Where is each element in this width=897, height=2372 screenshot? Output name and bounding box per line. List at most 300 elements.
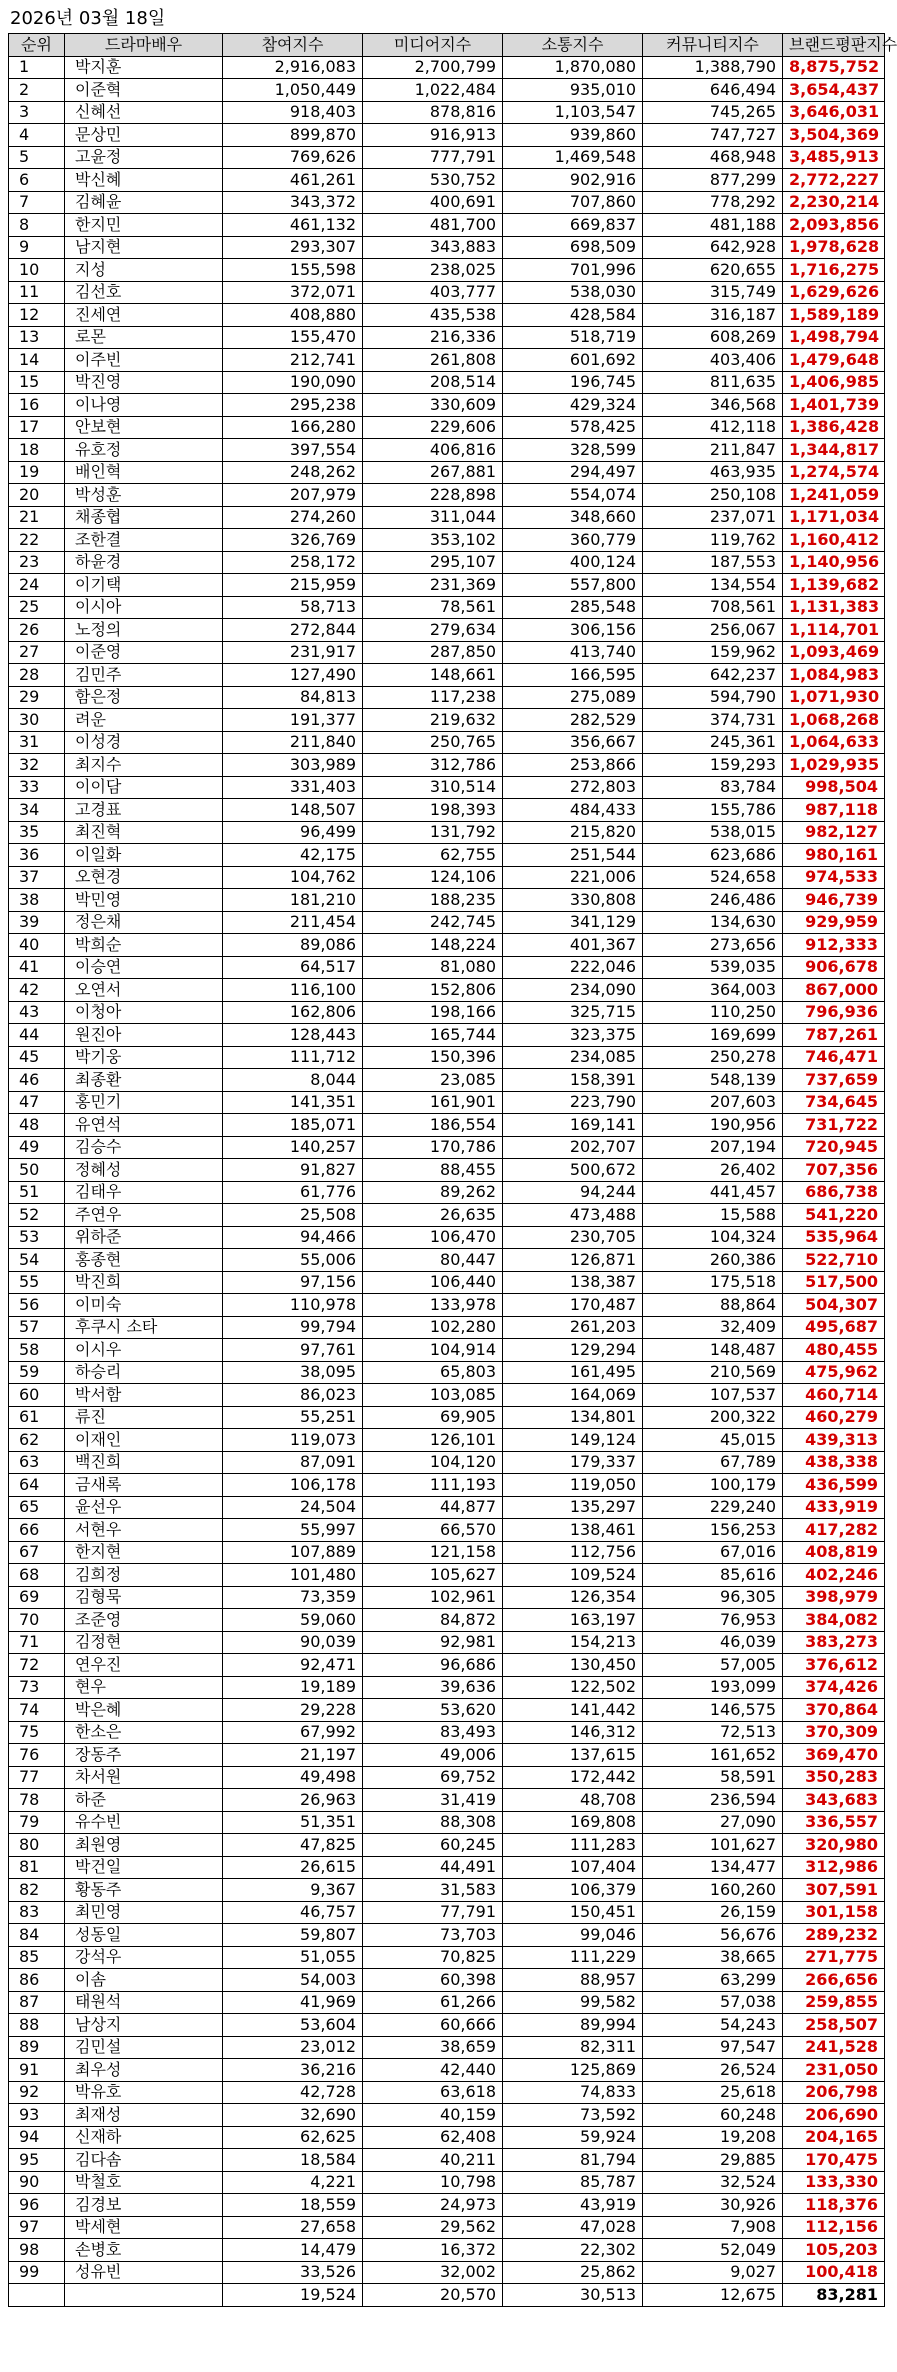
communication-index: 161,495 [503, 1361, 643, 1384]
actor-name: 태원석 [65, 1991, 223, 2014]
communication-index: 325,715 [503, 1001, 643, 1024]
actor-name: 김희정 [65, 1564, 223, 1587]
actor-name: 문상민 [65, 124, 223, 147]
rank-cell: 50 [9, 1159, 65, 1182]
actor-name: 박건일 [65, 1856, 223, 1879]
actor-name: 백진희 [65, 1451, 223, 1474]
media-index: 1,022,484 [363, 79, 503, 102]
actor-name: 위하준 [65, 1226, 223, 1249]
rank-cell: 15 [9, 371, 65, 394]
community-index: 97,547 [643, 2036, 783, 2059]
brand-reputation-index: 1,406,985 [783, 371, 885, 394]
brand-reputation-index: 398,979 [783, 1586, 885, 1609]
rank-cell: 46 [9, 1069, 65, 1092]
community-index: 159,293 [643, 754, 783, 777]
table-header-row [9, 34, 885, 57]
communication-index: 196,745 [503, 371, 643, 394]
table-row [9, 1294, 885, 1317]
community-index: 708,561 [643, 596, 783, 619]
rank-cell: 81 [9, 1856, 65, 1879]
community-index: 745,265 [643, 101, 783, 124]
community-index: 207,194 [643, 1136, 783, 1159]
actor-name: 김민주 [65, 664, 223, 687]
rank-cell: 53 [9, 1226, 65, 1249]
media-index: 208,514 [363, 371, 503, 394]
rank-cell: 7 [9, 191, 65, 214]
actor-name: 김태우 [65, 1181, 223, 1204]
communication-index: 169,141 [503, 1114, 643, 1137]
media-index: 32,002 [363, 2261, 503, 2284]
actor-name: 이솜 [65, 1969, 223, 1992]
community-index: 57,005 [643, 1654, 783, 1677]
community-index: 346,568 [643, 394, 783, 417]
media-index: 10,798 [363, 2171, 503, 2194]
communication-index: 74,833 [503, 2081, 643, 2104]
brand-reputation-index: 1,064,633 [783, 731, 885, 754]
rank-cell: 41 [9, 956, 65, 979]
brand-reputation-index: 258,507 [783, 2014, 885, 2037]
table-row [9, 191, 885, 214]
actor-name: 차서원 [65, 1766, 223, 1789]
rank-cell: 38 [9, 889, 65, 912]
communication-index: 138,387 [503, 1271, 643, 1294]
brand-reputation-index: 475,962 [783, 1361, 885, 1384]
rank-cell: 96 [9, 2194, 65, 2217]
table-row [9, 1924, 885, 1947]
rank-cell: 83 [9, 1901, 65, 1924]
rank-cell: 67 [9, 1541, 65, 1564]
media-index: 77,791 [363, 1901, 503, 1924]
communication-index: 538,030 [503, 281, 643, 304]
actor-name: 연우진 [65, 1654, 223, 1677]
participation-index: 58,713 [223, 596, 363, 619]
rank-cell: 22 [9, 529, 65, 552]
community-index: 463,935 [643, 461, 783, 484]
participation-index: 272,844 [223, 619, 363, 642]
brand-reputation-index: 105,203 [783, 2239, 885, 2262]
communication-index: 698,509 [503, 236, 643, 259]
participation-index: 26,615 [223, 1856, 363, 1879]
community-index: 642,928 [643, 236, 783, 259]
table-row [9, 1406, 885, 1429]
brand-reputation-index: 495,687 [783, 1316, 885, 1339]
communication-index: 701,996 [503, 259, 643, 282]
actor-name: 유수빈 [65, 1811, 223, 1834]
communication-index: 428,584 [503, 304, 643, 327]
brand-reputation-index: 271,775 [783, 1946, 885, 1969]
media-index: 152,806 [363, 979, 503, 1002]
media-index: 88,308 [363, 1811, 503, 1834]
actor-name: 박철호 [65, 2171, 223, 2194]
brand-reputation-index: 3,504,369 [783, 124, 885, 147]
rank-cell: 84 [9, 1924, 65, 1947]
community-index: 134,477 [643, 1856, 783, 1879]
actor-name: 박유호 [65, 2081, 223, 2104]
community-index: 100,179 [643, 1474, 783, 1497]
brand-reputation-index: 1,274,574 [783, 461, 885, 484]
media-index: 44,877 [363, 1496, 503, 1519]
brand-reputation-index: 374,426 [783, 1676, 885, 1699]
actor-name: 박성훈 [65, 484, 223, 507]
rank-cell: 70 [9, 1609, 65, 1632]
participation-index: 54,003 [223, 1969, 363, 1992]
rank-cell: 82 [9, 1879, 65, 1902]
media-index: 287,850 [363, 641, 503, 664]
community-index: 256,067 [643, 619, 783, 642]
rank-cell: 58 [9, 1339, 65, 1362]
communication-index: 272,803 [503, 776, 643, 799]
table-row [9, 1901, 885, 1924]
actor-name: 유호정 [65, 439, 223, 462]
media-index: 219,632 [363, 709, 503, 732]
rank-cell: 47 [9, 1091, 65, 1114]
media-index: 242,745 [363, 911, 503, 934]
community-index: 187,553 [643, 551, 783, 574]
community-index: 623,686 [643, 844, 783, 867]
rank-cell: 48 [9, 1114, 65, 1137]
community-index: 237,071 [643, 506, 783, 529]
participation-index: 295,238 [223, 394, 363, 417]
participation-index: 4,221 [223, 2171, 363, 2194]
community-index: 159,962 [643, 641, 783, 664]
participation-index: 141,351 [223, 1091, 363, 1114]
table-row [9, 56, 885, 79]
media-index: 104,120 [363, 1451, 503, 1474]
participation-index: 9,367 [223, 1879, 363, 1902]
brand-reputation-index: 241,528 [783, 2036, 885, 2059]
rank-cell: 75 [9, 1721, 65, 1744]
rank-cell: 51 [9, 1181, 65, 1204]
actor-name: 이시우 [65, 1339, 223, 1362]
media-index: 106,440 [363, 1271, 503, 1294]
media-index: 73,703 [363, 1924, 503, 1947]
participation-index: 155,470 [223, 326, 363, 349]
actor-name: 이이담 [65, 776, 223, 799]
communication-index: 328,599 [503, 439, 643, 462]
participation-index: 87,091 [223, 1451, 363, 1474]
actor-name: 조준영 [65, 1609, 223, 1632]
brand-reputation-index: 112,156 [783, 2216, 885, 2239]
actor-name: 남지현 [65, 236, 223, 259]
communication-index: 939,860 [503, 124, 643, 147]
communication-index: 285,548 [503, 596, 643, 619]
rank-cell: 64 [9, 1474, 65, 1497]
table-row [9, 1181, 885, 1204]
community-index: 245,361 [643, 731, 783, 754]
brand-reputation-index: 1,498,794 [783, 326, 885, 349]
actor-name: 하준 [65, 1789, 223, 1812]
brand-reputation-index: 1,978,628 [783, 236, 885, 259]
brand-reputation-index: 929,959 [783, 911, 885, 934]
community-index: 250,108 [643, 484, 783, 507]
media-index: 69,905 [363, 1406, 503, 1429]
rank-cell: 32 [9, 754, 65, 777]
participation-index: 181,210 [223, 889, 363, 912]
participation-index: 47,825 [223, 1834, 363, 1857]
participation-index: 33,526 [223, 2261, 363, 2284]
community-index: 548,139 [643, 1069, 783, 1092]
communication-index: 429,324 [503, 394, 643, 417]
communication-index: 360,779 [503, 529, 643, 552]
community-index: 7,908 [643, 2216, 783, 2239]
communication-index: 669,837 [503, 214, 643, 237]
community-index: 60,248 [643, 2104, 783, 2127]
community-index: 15,588 [643, 1204, 783, 1227]
rank-cell: 66 [9, 1519, 65, 1542]
table-row [9, 1834, 885, 1857]
table-row [9, 1609, 885, 1632]
rank-cell: 69 [9, 1586, 65, 1609]
participation-index: 55,006 [223, 1249, 363, 1272]
participation-index: 24,504 [223, 1496, 363, 1519]
communication-index: 400,124 [503, 551, 643, 574]
rank-cell: 73 [9, 1676, 65, 1699]
community-index: 32,409 [643, 1316, 783, 1339]
community-index: 403,406 [643, 349, 783, 372]
community-index: 96,305 [643, 1586, 783, 1609]
participation-index: 207,979 [223, 484, 363, 507]
rank-cell: 26 [9, 619, 65, 642]
media-index: 40,211 [363, 2149, 503, 2172]
actor-name: 이시아 [65, 596, 223, 619]
brand-reputation-index: 1,140,956 [783, 551, 885, 574]
table-row [9, 731, 885, 754]
brand-reputation-index: 343,683 [783, 1789, 885, 1812]
table-row [9, 574, 885, 597]
table-row [9, 934, 885, 957]
brand-reputation-index: 301,158 [783, 1901, 885, 1924]
media-index: 403,777 [363, 281, 503, 304]
brand-reputation-index: 1,386,428 [783, 416, 885, 439]
table-row [9, 1249, 885, 1272]
media-index: 38,659 [363, 2036, 503, 2059]
participation-index: 104,762 [223, 866, 363, 889]
communication-index: 163,197 [503, 1609, 643, 1632]
actor-name: 배인혁 [65, 461, 223, 484]
table-row [9, 304, 885, 327]
media-index: 104,914 [363, 1339, 503, 1362]
brand-reputation-index: 231,050 [783, 2059, 885, 2082]
media-index: 62,408 [363, 2126, 503, 2149]
communication-index: 158,391 [503, 1069, 643, 1092]
table-row [9, 1451, 885, 1474]
table-row [9, 551, 885, 574]
community-index: 27,090 [643, 1811, 783, 1834]
communication-index: 935,010 [503, 79, 643, 102]
rank-cell: 27 [9, 641, 65, 664]
brand-reputation-index: 1,084,983 [783, 664, 885, 687]
participation-index: 55,251 [223, 1406, 363, 1429]
communication-index: 89,994 [503, 2014, 643, 2037]
communication-index: 73,592 [503, 2104, 643, 2127]
rank-cell: 23 [9, 551, 65, 574]
community-index: 364,003 [643, 979, 783, 1002]
brand-reputation-index: 1,131,383 [783, 596, 885, 619]
media-index: 228,898 [363, 484, 503, 507]
communication-index: 707,860 [503, 191, 643, 214]
brand-reputation-index: 787,261 [783, 1024, 885, 1047]
actor-name: 유연석 [65, 1114, 223, 1137]
rank-cell: 31 [9, 731, 65, 754]
participation-index: 42,728 [223, 2081, 363, 2104]
rank-cell: 2 [9, 79, 65, 102]
media-index: 105,627 [363, 1564, 503, 1587]
participation-index: 84,813 [223, 686, 363, 709]
actor-name: 최지수 [65, 754, 223, 777]
communication-index: 107,404 [503, 1856, 643, 1879]
table-row [9, 2194, 885, 2217]
actor-name: 진세연 [65, 304, 223, 327]
rank-cell: 29 [9, 686, 65, 709]
rank-cell: 33 [9, 776, 65, 799]
community-index: 620,655 [643, 259, 783, 282]
brand-reputation-index: 436,599 [783, 1474, 885, 1497]
table-row [9, 2059, 885, 2082]
rank-cell: 25 [9, 596, 65, 619]
rank-cell: 71 [9, 1631, 65, 1654]
actor-name: 김혜윤 [65, 191, 223, 214]
brand-reputation-index: 100,418 [783, 2261, 885, 2284]
community-index: 260,386 [643, 1249, 783, 1272]
media-index: 310,514 [363, 776, 503, 799]
community-index: 38,665 [643, 1946, 783, 1969]
brand-reputation-index: 504,307 [783, 1294, 885, 1317]
community-index: 175,518 [643, 1271, 783, 1294]
communication-index: 275,089 [503, 686, 643, 709]
table-row [9, 1766, 885, 1789]
rank-cell: 8 [9, 214, 65, 237]
table-row [9, 979, 885, 1002]
brand-reputation-index: 350,283 [783, 1766, 885, 1789]
brand-reputation-index: 370,309 [783, 1721, 885, 1744]
table-row [9, 1361, 885, 1384]
participation-index: 64,517 [223, 956, 363, 979]
table-row [9, 1136, 885, 1159]
header-brand-index: 브랜드평판지수 [783, 34, 885, 57]
table-row [9, 1271, 885, 1294]
brand-reputation-index: 289,232 [783, 1924, 885, 1947]
actor-name: 주연우 [65, 1204, 223, 1227]
actor-name: 박진희 [65, 1271, 223, 1294]
table-row [9, 709, 885, 732]
community-index: 26,402 [643, 1159, 783, 1182]
header-media: 미디어지수 [363, 34, 503, 57]
actor-name: 금새록 [65, 1474, 223, 1497]
media-index: 70,825 [363, 1946, 503, 1969]
community-index: 747,727 [643, 124, 783, 147]
communication-index: 126,871 [503, 1249, 643, 1272]
actor-name: 신혜선 [65, 101, 223, 124]
brand-reputation-index: 1,171,034 [783, 506, 885, 529]
actor-name: 원진아 [65, 1024, 223, 1047]
table-row [9, 1046, 885, 1069]
rank-cell: 4 [9, 124, 65, 147]
communication-index: 234,090 [503, 979, 643, 1002]
participation-index: 94,466 [223, 1226, 363, 1249]
communication-index: 554,074 [503, 484, 643, 507]
community-index: 54,243 [643, 2014, 783, 2037]
table-row [9, 2036, 885, 2059]
actor-name: 최진혁 [65, 821, 223, 844]
brand-reputation-index: 369,470 [783, 1744, 885, 1767]
participation-index: 331,403 [223, 776, 363, 799]
community-index: 538,015 [643, 821, 783, 844]
community-index: 210,569 [643, 1361, 783, 1384]
community-index: 200,322 [643, 1406, 783, 1429]
community-index: 1,388,790 [643, 56, 783, 79]
community-index: 481,188 [643, 214, 783, 237]
media-index: 229,606 [363, 416, 503, 439]
community-index: 316,187 [643, 304, 783, 327]
community-index: 877,299 [643, 169, 783, 192]
media-index: 148,224 [363, 934, 503, 957]
participation-index: 90,039 [223, 1631, 363, 1654]
participation-index: 293,307 [223, 236, 363, 259]
actor-name: 한지현 [65, 1541, 223, 1564]
table-row [9, 754, 885, 777]
brand-reputation-index: 460,279 [783, 1406, 885, 1429]
participation-index: 96,499 [223, 821, 363, 844]
header-communication: 소통지수 [503, 34, 643, 57]
actor-name: 박희순 [65, 934, 223, 957]
media-index: 400,691 [363, 191, 503, 214]
media-index: 406,816 [363, 439, 503, 462]
community-index: 30,926 [643, 2194, 783, 2217]
participation-index: 2,916,083 [223, 56, 363, 79]
brand-reputation-index: 737,659 [783, 1069, 885, 1092]
table-row [9, 1991, 885, 2014]
community-index: 26,524 [643, 2059, 783, 2082]
community-index: 52,049 [643, 2239, 783, 2262]
brand-reputation-index: 266,656 [783, 1969, 885, 1992]
actor-name: 조한결 [65, 529, 223, 552]
table-row [9, 101, 885, 124]
rank-cell: 68 [9, 1564, 65, 1587]
actor-name: 박신혜 [65, 169, 223, 192]
media-index: 878,816 [363, 101, 503, 124]
rank-cell: 93 [9, 2104, 65, 2127]
table-row [9, 1676, 885, 1699]
participation-index: 326,769 [223, 529, 363, 552]
media-index: 148,661 [363, 664, 503, 687]
header-actor: 드라마배우 [65, 34, 223, 57]
communication-index: 601,692 [503, 349, 643, 372]
participation-index: 408,880 [223, 304, 363, 327]
participation-index: 215,959 [223, 574, 363, 597]
participation-index: 89,086 [223, 934, 363, 957]
actor-name: 정혜성 [65, 1159, 223, 1182]
rank-cell: 1 [9, 56, 65, 79]
brand-reputation-index: 1,479,648 [783, 349, 885, 372]
table-row [9, 1879, 885, 1902]
rank-cell: 88 [9, 2014, 65, 2037]
communication-index: 215,820 [503, 821, 643, 844]
table-row [9, 1024, 885, 1047]
participation-index: 8,044 [223, 1069, 363, 1092]
communication-index: 125,869 [503, 2059, 643, 2082]
communication-index: 518,719 [503, 326, 643, 349]
rank-cell: 16 [9, 394, 65, 417]
brand-reputation-index: 980,161 [783, 844, 885, 867]
brand-reputation-index: 1,401,739 [783, 394, 885, 417]
community-index: 608,269 [643, 326, 783, 349]
total-media-index: 20,570 [363, 2284, 503, 2307]
media-index: 161,901 [363, 1091, 503, 1114]
table-row [9, 664, 885, 687]
community-index: 58,591 [643, 1766, 783, 1789]
media-index: 44,491 [363, 1856, 503, 1879]
table-row [9, 1474, 885, 1497]
